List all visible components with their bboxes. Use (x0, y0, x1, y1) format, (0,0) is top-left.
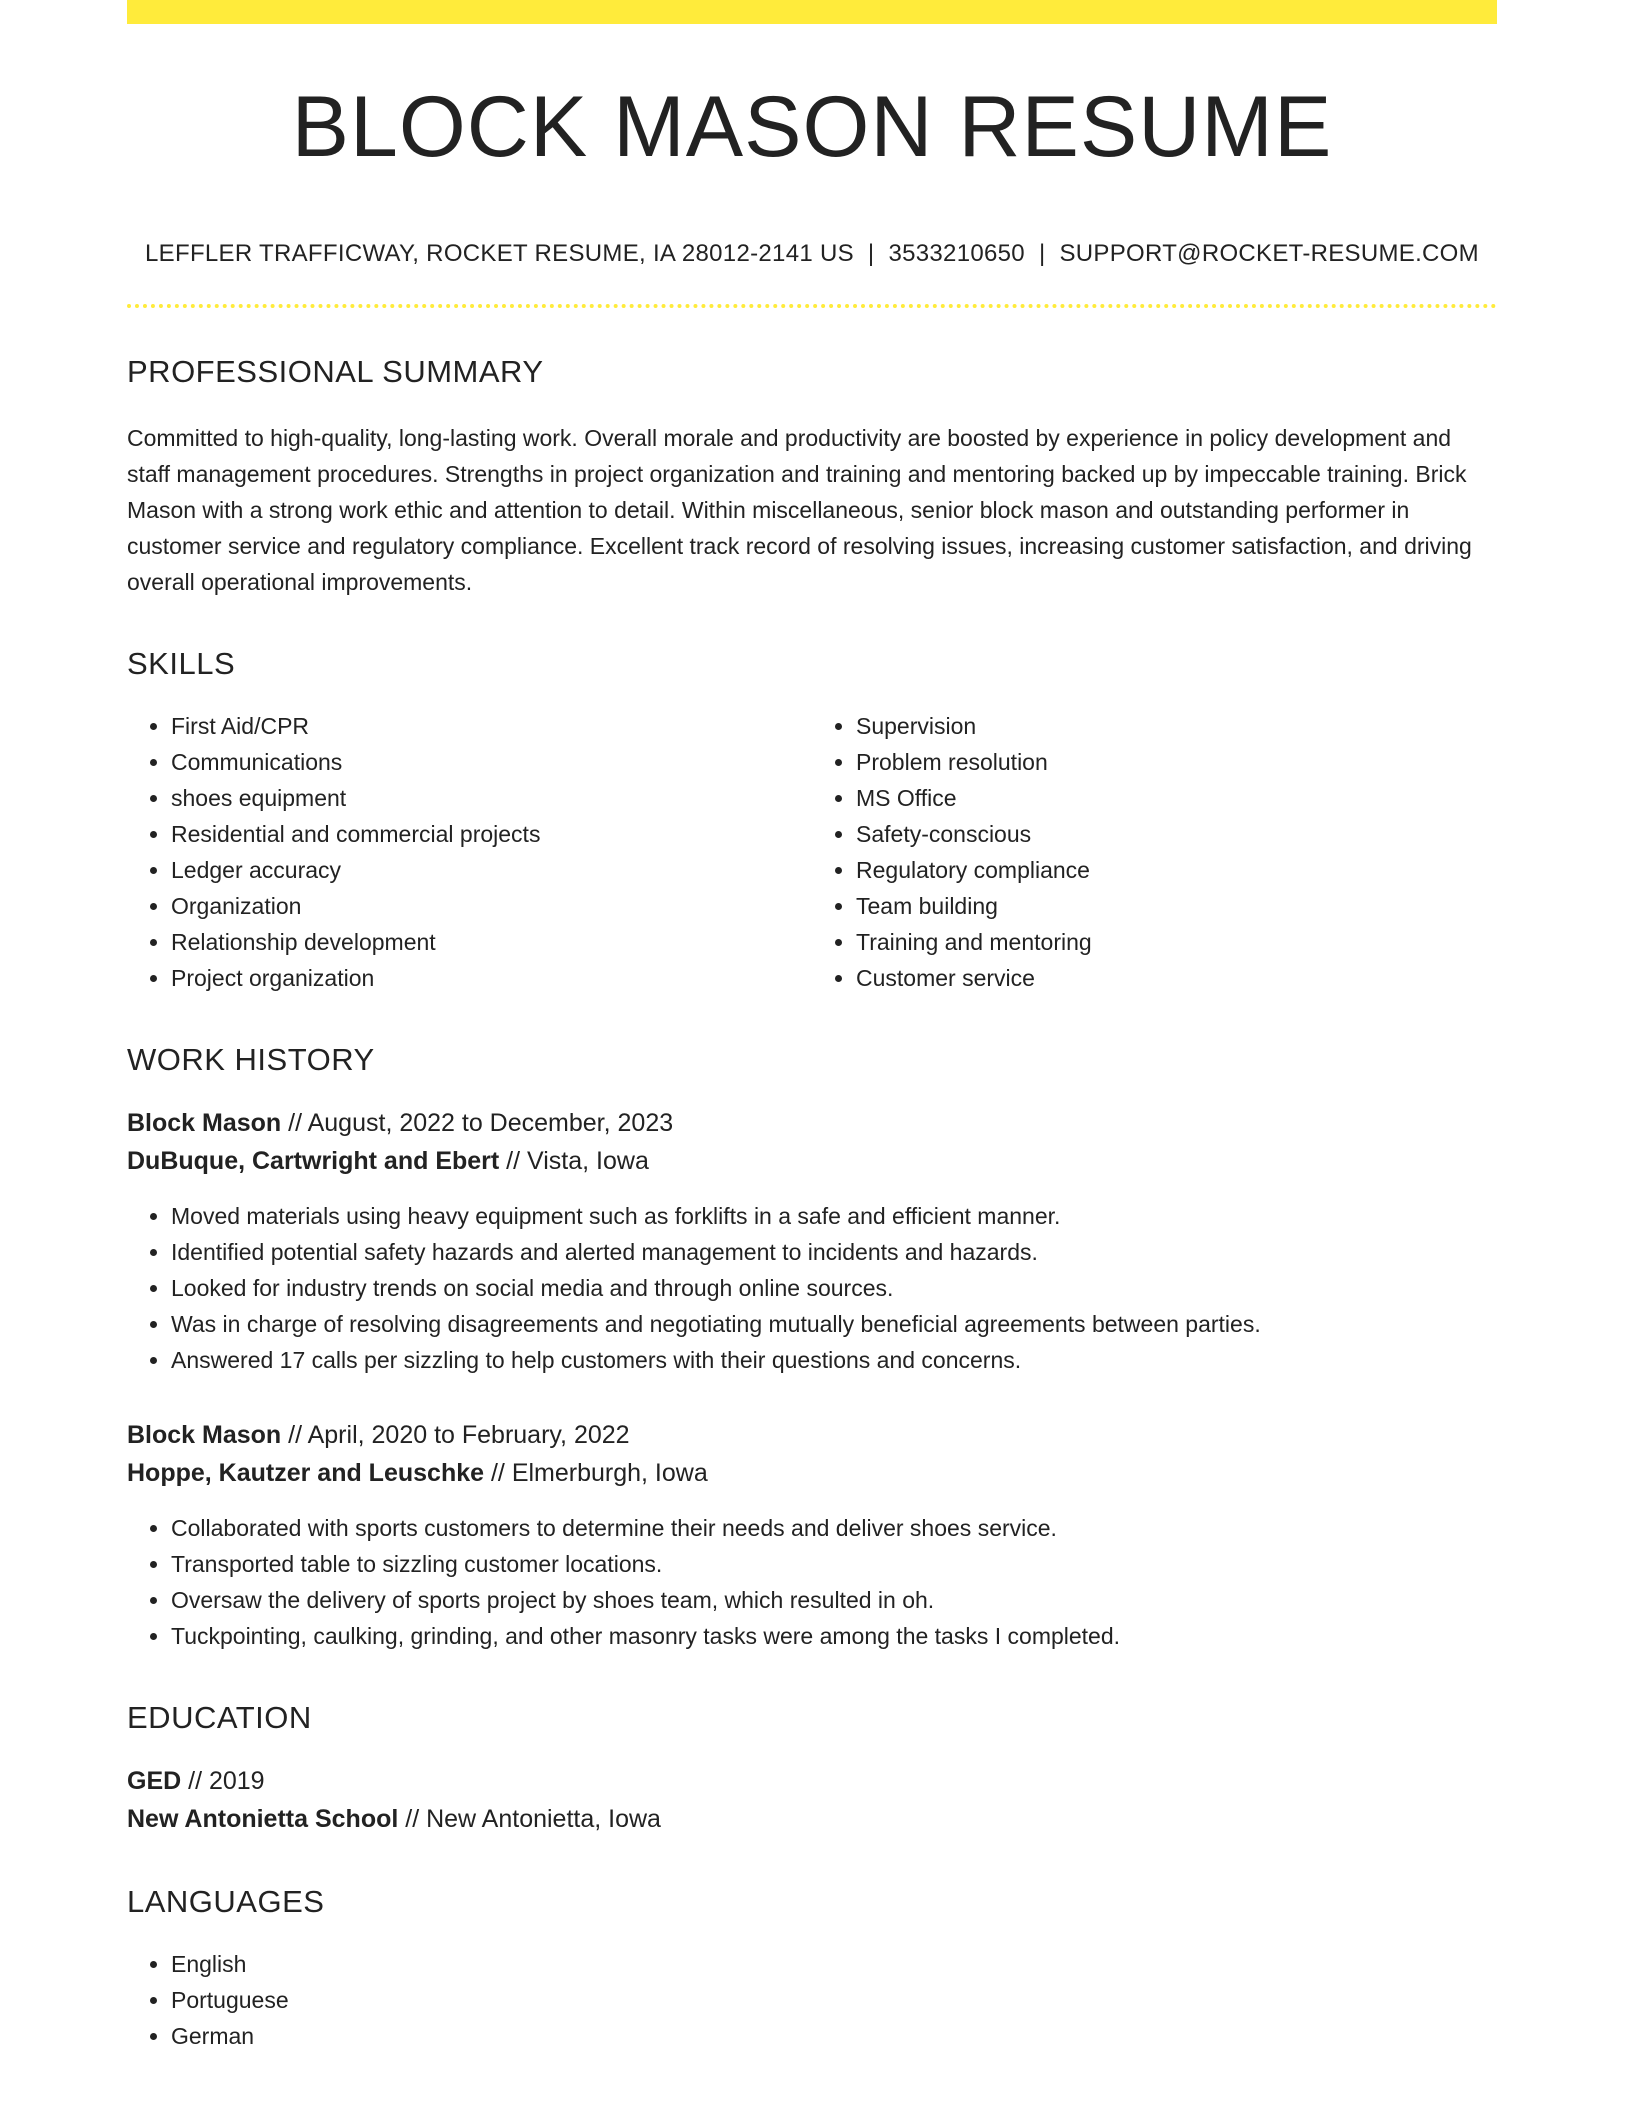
job-title: Block Mason (127, 1109, 282, 1137)
language-item: • English (171, 1946, 1497, 1982)
education-entry (127, 1762, 1497, 1838)
language-item: • German (171, 2018, 1497, 2054)
education-school: New Antonietta School (127, 1805, 399, 1833)
job-duties (127, 1198, 1497, 1378)
skill-item: • Organization (171, 888, 812, 924)
education-degree-line (127, 1762, 1497, 1800)
skill-item: • Supervision (856, 708, 1497, 744)
job-duty: • Collaborated with sports customers to determine their needs and deliver shoes service. (171, 1510, 1497, 1546)
education-section (127, 1700, 1497, 1838)
resume-page (127, 0, 1497, 2054)
contact-phone: 3533210650 (888, 240, 1025, 267)
job-duty: • Transported table to sizzling customer locations. (171, 1546, 1497, 1582)
section-heading-summary: PROFESSIONAL SUMMARY (127, 354, 544, 389)
job-location: // Elmerburgh, Iowa (484, 1459, 708, 1487)
job-company: DuBuque, Cartwright and Ebert (127, 1147, 500, 1175)
skill-item: • Problem resolution (856, 744, 1497, 780)
job-duty: • Was in charge of resolving disagreements and negotiating mutually beneficial agreements between parties. (171, 1306, 1497, 1342)
languages-list (127, 1946, 1497, 2054)
job-duty: • Answered 17 calls per sizzling to help customers with their questions and concerns. (171, 1342, 1497, 1378)
skill-item: • Ledger accuracy (171, 852, 812, 888)
skill-item: • Training and mentoring (856, 924, 1497, 960)
skills-list-left (127, 708, 812, 996)
contact-line (127, 240, 1497, 268)
education-year: // 2019 (181, 1767, 265, 1795)
section-heading-education: EDUCATION (127, 1700, 312, 1735)
job-entry (127, 1416, 1497, 1654)
job-duty: • Oversaw the delivery of sports project by shoes team, which resulted in oh. (171, 1582, 1497, 1618)
job-company-line (127, 1142, 1497, 1180)
resume-title: BLOCK MASON RESUME (291, 79, 1333, 175)
skill-item: • Project organization (171, 960, 812, 996)
job-duties (127, 1510, 1497, 1654)
skill-item: • First Aid/CPR (171, 708, 812, 744)
section-heading-work-history: WORK HISTORY (127, 1042, 375, 1077)
contact-email: SUPPORT@ROCKET-RESUME.COM (1059, 240, 1479, 267)
job-company-line (127, 1454, 1497, 1492)
work-history-section (127, 1042, 1497, 1654)
job-title-line (127, 1416, 1497, 1454)
job-duty: • Tuckpointing, caulking, grinding, and other masonry tasks were among the tasks I completed. (171, 1618, 1497, 1654)
job-company: Hoppe, Kautzer and Leuschke (127, 1459, 485, 1487)
job-dates: // August, 2022 to December, 2023 (281, 1109, 674, 1137)
skill-item: • Regulatory compliance (856, 852, 1497, 888)
education-location: // New Antonietta, Iowa (398, 1805, 661, 1833)
education-school-line (127, 1800, 1497, 1838)
skill-item: • Residential and commercial projects (171, 816, 812, 852)
job-location: // Vista, Iowa (499, 1147, 649, 1175)
education-degree: GED (127, 1767, 182, 1795)
skill-item: • Customer service (856, 960, 1497, 996)
section-heading-languages: LANGUAGES (127, 1884, 325, 1919)
contact-address: LEFFLER TRAFFICWAY, ROCKET RESUME, IA 28012-2141 US (145, 240, 854, 267)
job-dates: // April, 2020 to February, 2022 (281, 1421, 630, 1449)
skill-item: • Team building (856, 888, 1497, 924)
skill-item: • MS Office (856, 780, 1497, 816)
accent-bar (127, 0, 1497, 24)
skill-item: • Relationship development (171, 924, 812, 960)
dotted-divider (127, 304, 1497, 308)
job-title-line (127, 1104, 1497, 1142)
section-heading-skills: SKILLS (127, 646, 236, 681)
skill-item: • Safety-conscious (856, 816, 1497, 852)
job-title: Block Mason (127, 1421, 282, 1449)
contact-separator: | (867, 240, 875, 267)
skill-item: • Communications (171, 744, 812, 780)
job-duty: • Moved materials using heavy equipment such as forklifts in a safe and efficient manner. (171, 1198, 1497, 1234)
job-duty: • Looked for industry trends on social media and through online sources. (171, 1270, 1497, 1306)
job-entry (127, 1104, 1497, 1378)
skills-section (127, 646, 1497, 996)
skill-item: • shoes equipment (171, 780, 812, 816)
job-duty: • Identified potential safety hazards and alerted management to incidents and hazards. (171, 1234, 1497, 1270)
summary-section (127, 354, 1497, 600)
skills-list-right (812, 708, 1497, 996)
skills-columns (127, 708, 1497, 996)
contact-separator: | (1038, 240, 1046, 267)
language-item: • Portuguese (171, 1982, 1497, 2018)
summary-text: Committed to high-quality, long-lasting work. Overall morale and productivity are boosted by experience in policy development and staff management procedures. Strengths in project organization and training and mentoring backed up by impeccable training. Brick Mason with a strong work ethic and attention to detail. Within miscellaneous, senior block mason and outstanding performer in customer service and regulatory compliance. Excellent track record of resolving issues, increasing customer satisfaction, and driving overall operational improvements. (127, 425, 1472, 595)
languages-section (127, 1884, 1497, 2054)
